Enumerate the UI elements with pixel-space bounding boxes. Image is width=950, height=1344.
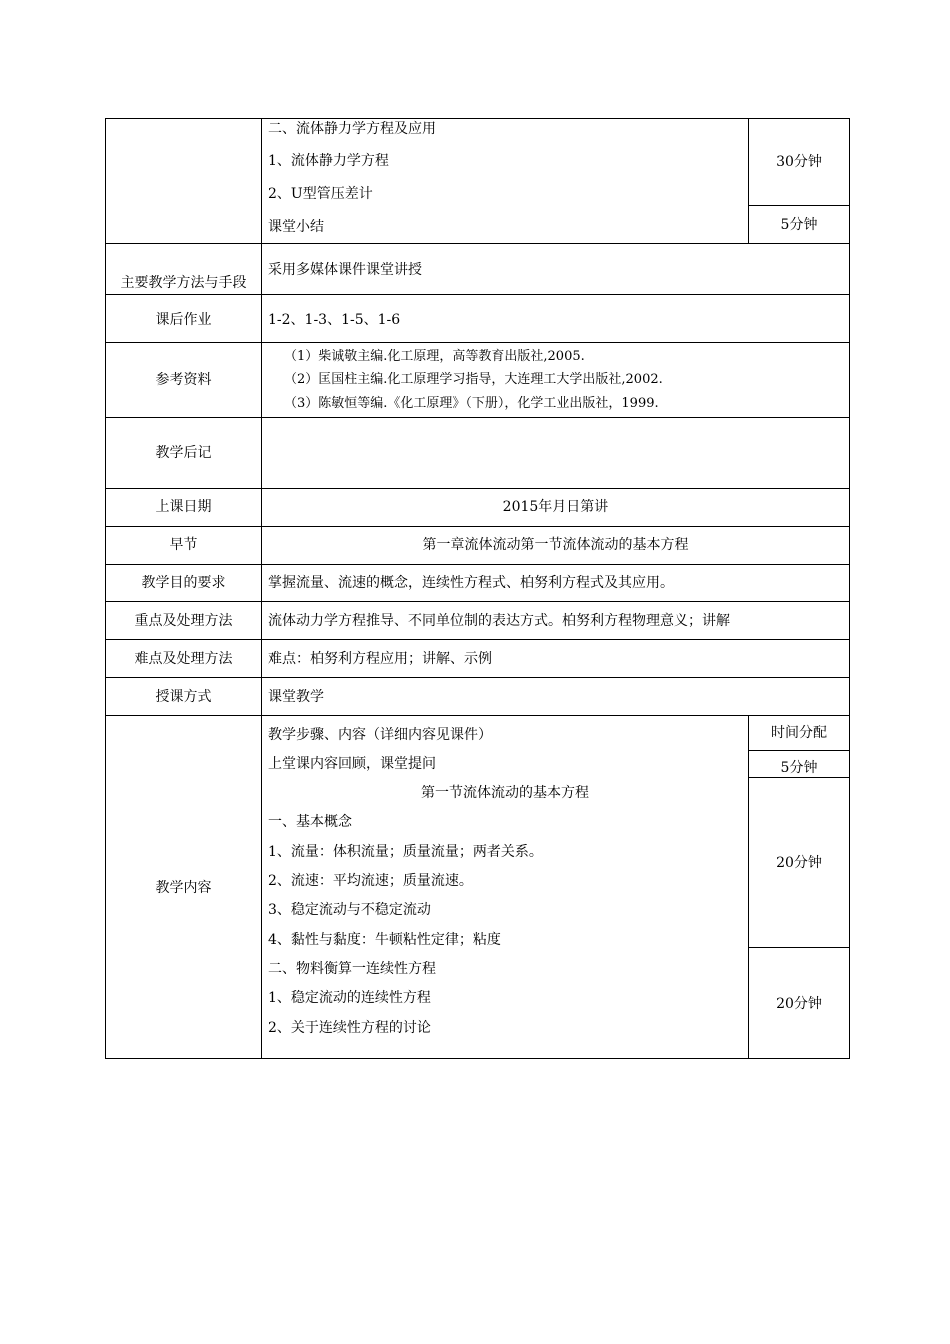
goals-value: 掌握流量、流速的概念，连续性方程式、柏努利方程式及其应用。 [268,575,674,591]
content-line: 2、流速：平均流速；质量流速。 [268,873,473,889]
rule [105,526,850,527]
rule [105,243,850,244]
rule [105,601,850,602]
content-header: 教学步骤、内容（详细内容见课件） [268,727,492,743]
notes-label: 教学后记 [155,445,212,461]
difficulties-label: 难点及处理方法 [134,651,233,667]
rule [105,118,850,119]
goals-label: 教学目的要求 [141,575,226,591]
reference-item: （1）柴诚敬主编.化工原理，高等教育出版社,2005. [284,349,585,364]
content-review: 上堂课内容回顾，课堂提问 [268,756,436,772]
content-line: 1、流量：体积流量；质量流量；两者关系。 [268,844,543,860]
date-value: 2015年月日第讲 [502,499,609,515]
content-line: 3、稳定流动与不稳定流动 [268,902,431,918]
methods-value: 采用多媒体课件课堂讲授 [268,262,422,278]
rule [748,777,850,778]
content-line: 1、稳定流动的连续性方程 [268,990,431,1006]
top-line-1: 二、流体静力学方程及应用 [268,121,436,137]
time-cell: 20分钟 [776,855,822,871]
rule [105,342,850,343]
key-points-label: 重点及处理方法 [134,613,233,629]
content-section-title: 第一节流体流动的基本方程 [421,785,589,801]
time-cell: 5分钟 [780,760,818,776]
delivery-label: 授课方式 [155,689,212,705]
references-label: 参考资料 [155,372,212,388]
rule [748,750,850,751]
rule [105,564,850,565]
key-points-value: 流体动力学方程推导、不同单位制的表达方式。柏努利方程物理意义；讲解 [268,613,730,629]
section-value: 第一章流体流动第一节流体流动的基本方程 [422,537,689,553]
time-allocation-header: 时间分配 [771,725,827,741]
reference-item: （2）匡国柱主编.化工原理学习指导，大连理工大学出版社,2002. [284,372,663,387]
homework-value: 1-2、1-3、1-5、1-6 [268,312,401,328]
label-column-divider [261,118,262,1059]
content-line: 4、黏性与黏度：牛顿粘性定律；粘度 [268,932,501,948]
difficulties-value: 难点：柏努利方程应用；讲解、示例 [268,651,492,667]
top-line-3: 2、U型管压差计 [268,186,373,202]
rule [105,294,850,295]
time-cell: 20分钟 [776,996,822,1012]
homework-label: 课后作业 [155,312,212,328]
rule [748,205,850,206]
date-label: 上课日期 [155,499,212,515]
methods-label: 主要教学方法与手段 [120,275,247,291]
top-line-2: 1、流体静力学方程 [268,153,389,169]
rule [105,715,850,716]
delivery-value: 课堂教学 [268,689,324,705]
reference-item: （3）陈敏恒等编.《化工原理》（下册），化学工业出版社，1999. [284,396,659,411]
content-line: 2、关于连续性方程的讨论 [268,1020,431,1036]
rule [105,677,850,678]
table-border-right [849,118,850,1059]
time-cell: 30分钟 [776,154,822,170]
top-line-4: 课堂小结 [268,219,324,235]
content-line: 二、物料衡算一连续性方程 [268,961,436,977]
content-line: 一、基本概念 [268,814,352,830]
time-cell: 5分钟 [780,217,818,233]
rule [105,488,850,489]
rule [105,1058,850,1059]
section-label: 早节 [169,537,198,553]
rule [105,417,850,418]
rule [105,639,850,640]
content-label: 教学内容 [155,880,212,896]
rule [748,947,850,948]
